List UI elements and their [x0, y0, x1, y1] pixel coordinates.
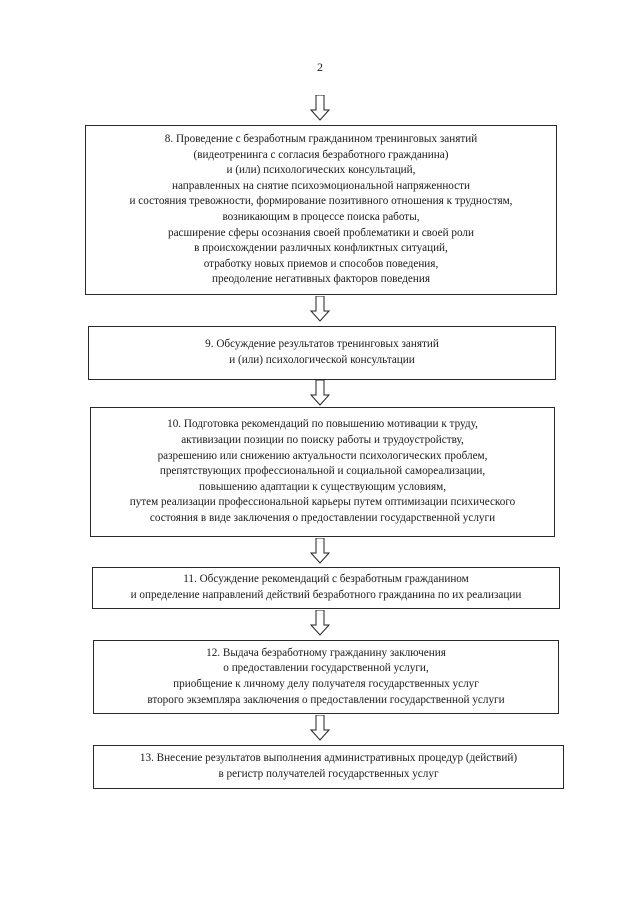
step-8-line: в происхождении различных конфликтных ситуаций,: [194, 242, 448, 255]
step-10-line: разрешению или снижению актуальности психологических проблем,: [157, 449, 488, 462]
step-10-line: путем реализации профессиональной карьеры путем оптимизации психического: [129, 496, 516, 509]
step-8-line: направленных на снятие психоэмоциональной напряженности: [171, 179, 471, 192]
step-8-line: (видеотренинга с согласия безработного гражданина): [193, 148, 449, 161]
step-8-line: 8. Проведение с безработным гражданином тренинговых занятий: [164, 133, 478, 146]
step-8-line: и (или) психологических консультаций,: [226, 164, 416, 177]
step-10-line: активизации позиции по поиску работы и трудоустройству,: [181, 434, 464, 447]
down-arrow-icon: [310, 715, 330, 741]
step-9-line: 9. Обсуждение результатов тренинговых занятий: [205, 338, 439, 351]
step-11-box: [92, 567, 560, 609]
step-12-box: [93, 640, 559, 714]
step-12-line: приобщение к личному делу получателя государственных услуг: [173, 678, 479, 690]
step-12-line: 12. Выдача безработному гражданину заключения: [206, 646, 446, 659]
step-8-line: возникающим в процессе поиска работы,: [222, 211, 420, 223]
down-arrow-icon: [310, 95, 330, 121]
step-8-line: расширение сферы осознания своей проблематики и своей роли: [168, 226, 474, 239]
step-13-line: 13. Внесение результатов выполнения административных процедур (действий): [139, 752, 518, 765]
step-10-line: 10. Подготовка рекомендаций по повышению мотивации к труду,: [167, 418, 478, 431]
down-arrow-icon: [310, 610, 330, 636]
step-9-line: и (или) психологической консультации: [229, 354, 415, 366]
step-12-line: второго экземпляра заключения о предоставлении государственной услуги: [147, 693, 505, 706]
step-8-line: и состояния тревожности, формирование позитивного отношения к трудностям,: [129, 195, 513, 208]
down-arrow-icon: [310, 538, 330, 564]
step-8-box: [85, 125, 557, 295]
step-10-line: состояния в виде заключения о предоставлении государственной услуги: [149, 511, 496, 524]
down-arrow-icon: [310, 380, 330, 406]
step-8-line: преодоление негативных факторов поведения: [211, 273, 430, 286]
step-12-line: о предоставлении государственной услуги,: [223, 662, 429, 675]
step-10-line: препятствующих профессиональной и социальной самореализации,: [159, 465, 486, 478]
step-9-box: [88, 326, 556, 380]
step-10-line: повышению адаптации к существующим условиям,: [198, 480, 446, 493]
page-number: 2: [317, 60, 323, 74]
step-11-line: и определение направлений действий безработного гражданина по их реализации: [130, 589, 522, 601]
down-arrow-icon: [310, 296, 330, 322]
step-11-line: 11. Обсуждение рекомендаций с безработным гражданином: [183, 573, 469, 586]
step-13-box: [93, 745, 564, 789]
step-13-line: в регистр получателей государственных услуг: [218, 768, 439, 780]
step-8-line: отработку новых приемов и способов поведения,: [203, 257, 439, 270]
step-10-box: [90, 407, 555, 537]
